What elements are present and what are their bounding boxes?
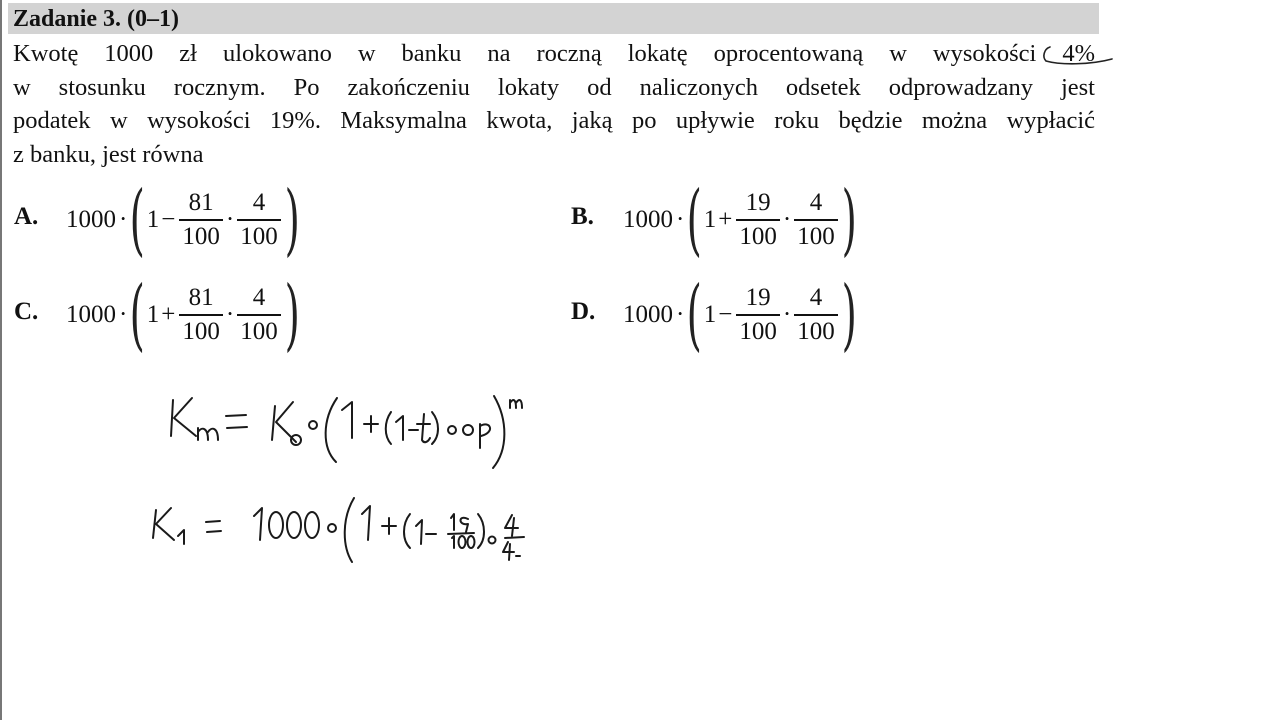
denominator: 100 bbox=[739, 317, 777, 345]
dot-operator: · bbox=[119, 301, 128, 328]
task-line: w stosunku rocznym. Po zakończeniu lokaty od naliczonych odsetek odprowadzany jest bbox=[13, 73, 1095, 101]
numerator: 4 bbox=[252, 284, 266, 312]
numerator: 19 bbox=[745, 189, 771, 217]
numerator: 4 bbox=[809, 189, 823, 217]
one: 1 bbox=[703, 301, 717, 328]
right-parenthesis: ) bbox=[284, 175, 300, 265]
dot-operator: · bbox=[676, 206, 685, 233]
denominator: 100 bbox=[182, 222, 220, 250]
operator: − bbox=[161, 206, 176, 233]
right-parenthesis: ) bbox=[841, 270, 857, 360]
handwritten-formula-general bbox=[171, 396, 522, 468]
left-parenthesis: ( bbox=[686, 270, 703, 360]
numerator: 81 bbox=[188, 189, 214, 217]
denominator: 100 bbox=[797, 317, 835, 345]
coefficient: 1000 bbox=[66, 301, 116, 328]
dot-operator: · bbox=[782, 206, 792, 233]
numerator: 4 bbox=[809, 284, 823, 312]
dot-operator: · bbox=[676, 301, 685, 328]
numerator: 4 bbox=[252, 189, 266, 217]
operator: − bbox=[718, 301, 733, 328]
left-parenthesis: ( bbox=[129, 175, 146, 265]
one: 1 bbox=[146, 206, 160, 233]
task-line: Kwotę 1000 zł ulokowano w banku na roczną lokatę oprocentowaną w wysokości 4% bbox=[13, 40, 1095, 67]
right-parenthesis: ) bbox=[841, 175, 857, 265]
left-parenthesis: ( bbox=[686, 175, 703, 265]
denominator: 100 bbox=[182, 317, 220, 345]
denominator: 100 bbox=[240, 222, 278, 250]
coefficient: 1000 bbox=[623, 206, 673, 233]
left-parenthesis: ( bbox=[129, 270, 146, 360]
task-line: z banku, jest równa bbox=[13, 140, 204, 168]
dot-operator: · bbox=[225, 206, 235, 233]
numerator: 19 bbox=[745, 284, 771, 312]
option-letter: B. bbox=[571, 203, 594, 230]
numerator: 81 bbox=[188, 284, 214, 312]
denominator: 100 bbox=[739, 222, 777, 250]
denominator: 100 bbox=[240, 317, 278, 345]
option-letter: C. bbox=[14, 298, 39, 325]
task-line: podatek w wysokości 19%. Maksymalna kwota, jaką po upływie roku będzie można wypłacić bbox=[13, 107, 1095, 134]
dot-operator: · bbox=[782, 301, 792, 328]
dot-operator: · bbox=[119, 206, 128, 233]
handwritten-formula-applied bbox=[153, 498, 524, 562]
right-parenthesis: ) bbox=[284, 270, 300, 360]
operator: + bbox=[161, 301, 176, 328]
one: 1 bbox=[703, 206, 717, 233]
dot-operator: · bbox=[225, 301, 235, 328]
coefficient: 1000 bbox=[623, 301, 673, 328]
option-letter: D. bbox=[571, 298, 596, 325]
option-letter: A. bbox=[14, 203, 39, 230]
task-title: Zadanie 3. (0–1) bbox=[13, 6, 180, 32]
coefficient: 1000 bbox=[66, 206, 116, 233]
one: 1 bbox=[146, 301, 160, 328]
operator: + bbox=[718, 206, 733, 233]
denominator: 100 bbox=[797, 222, 835, 250]
